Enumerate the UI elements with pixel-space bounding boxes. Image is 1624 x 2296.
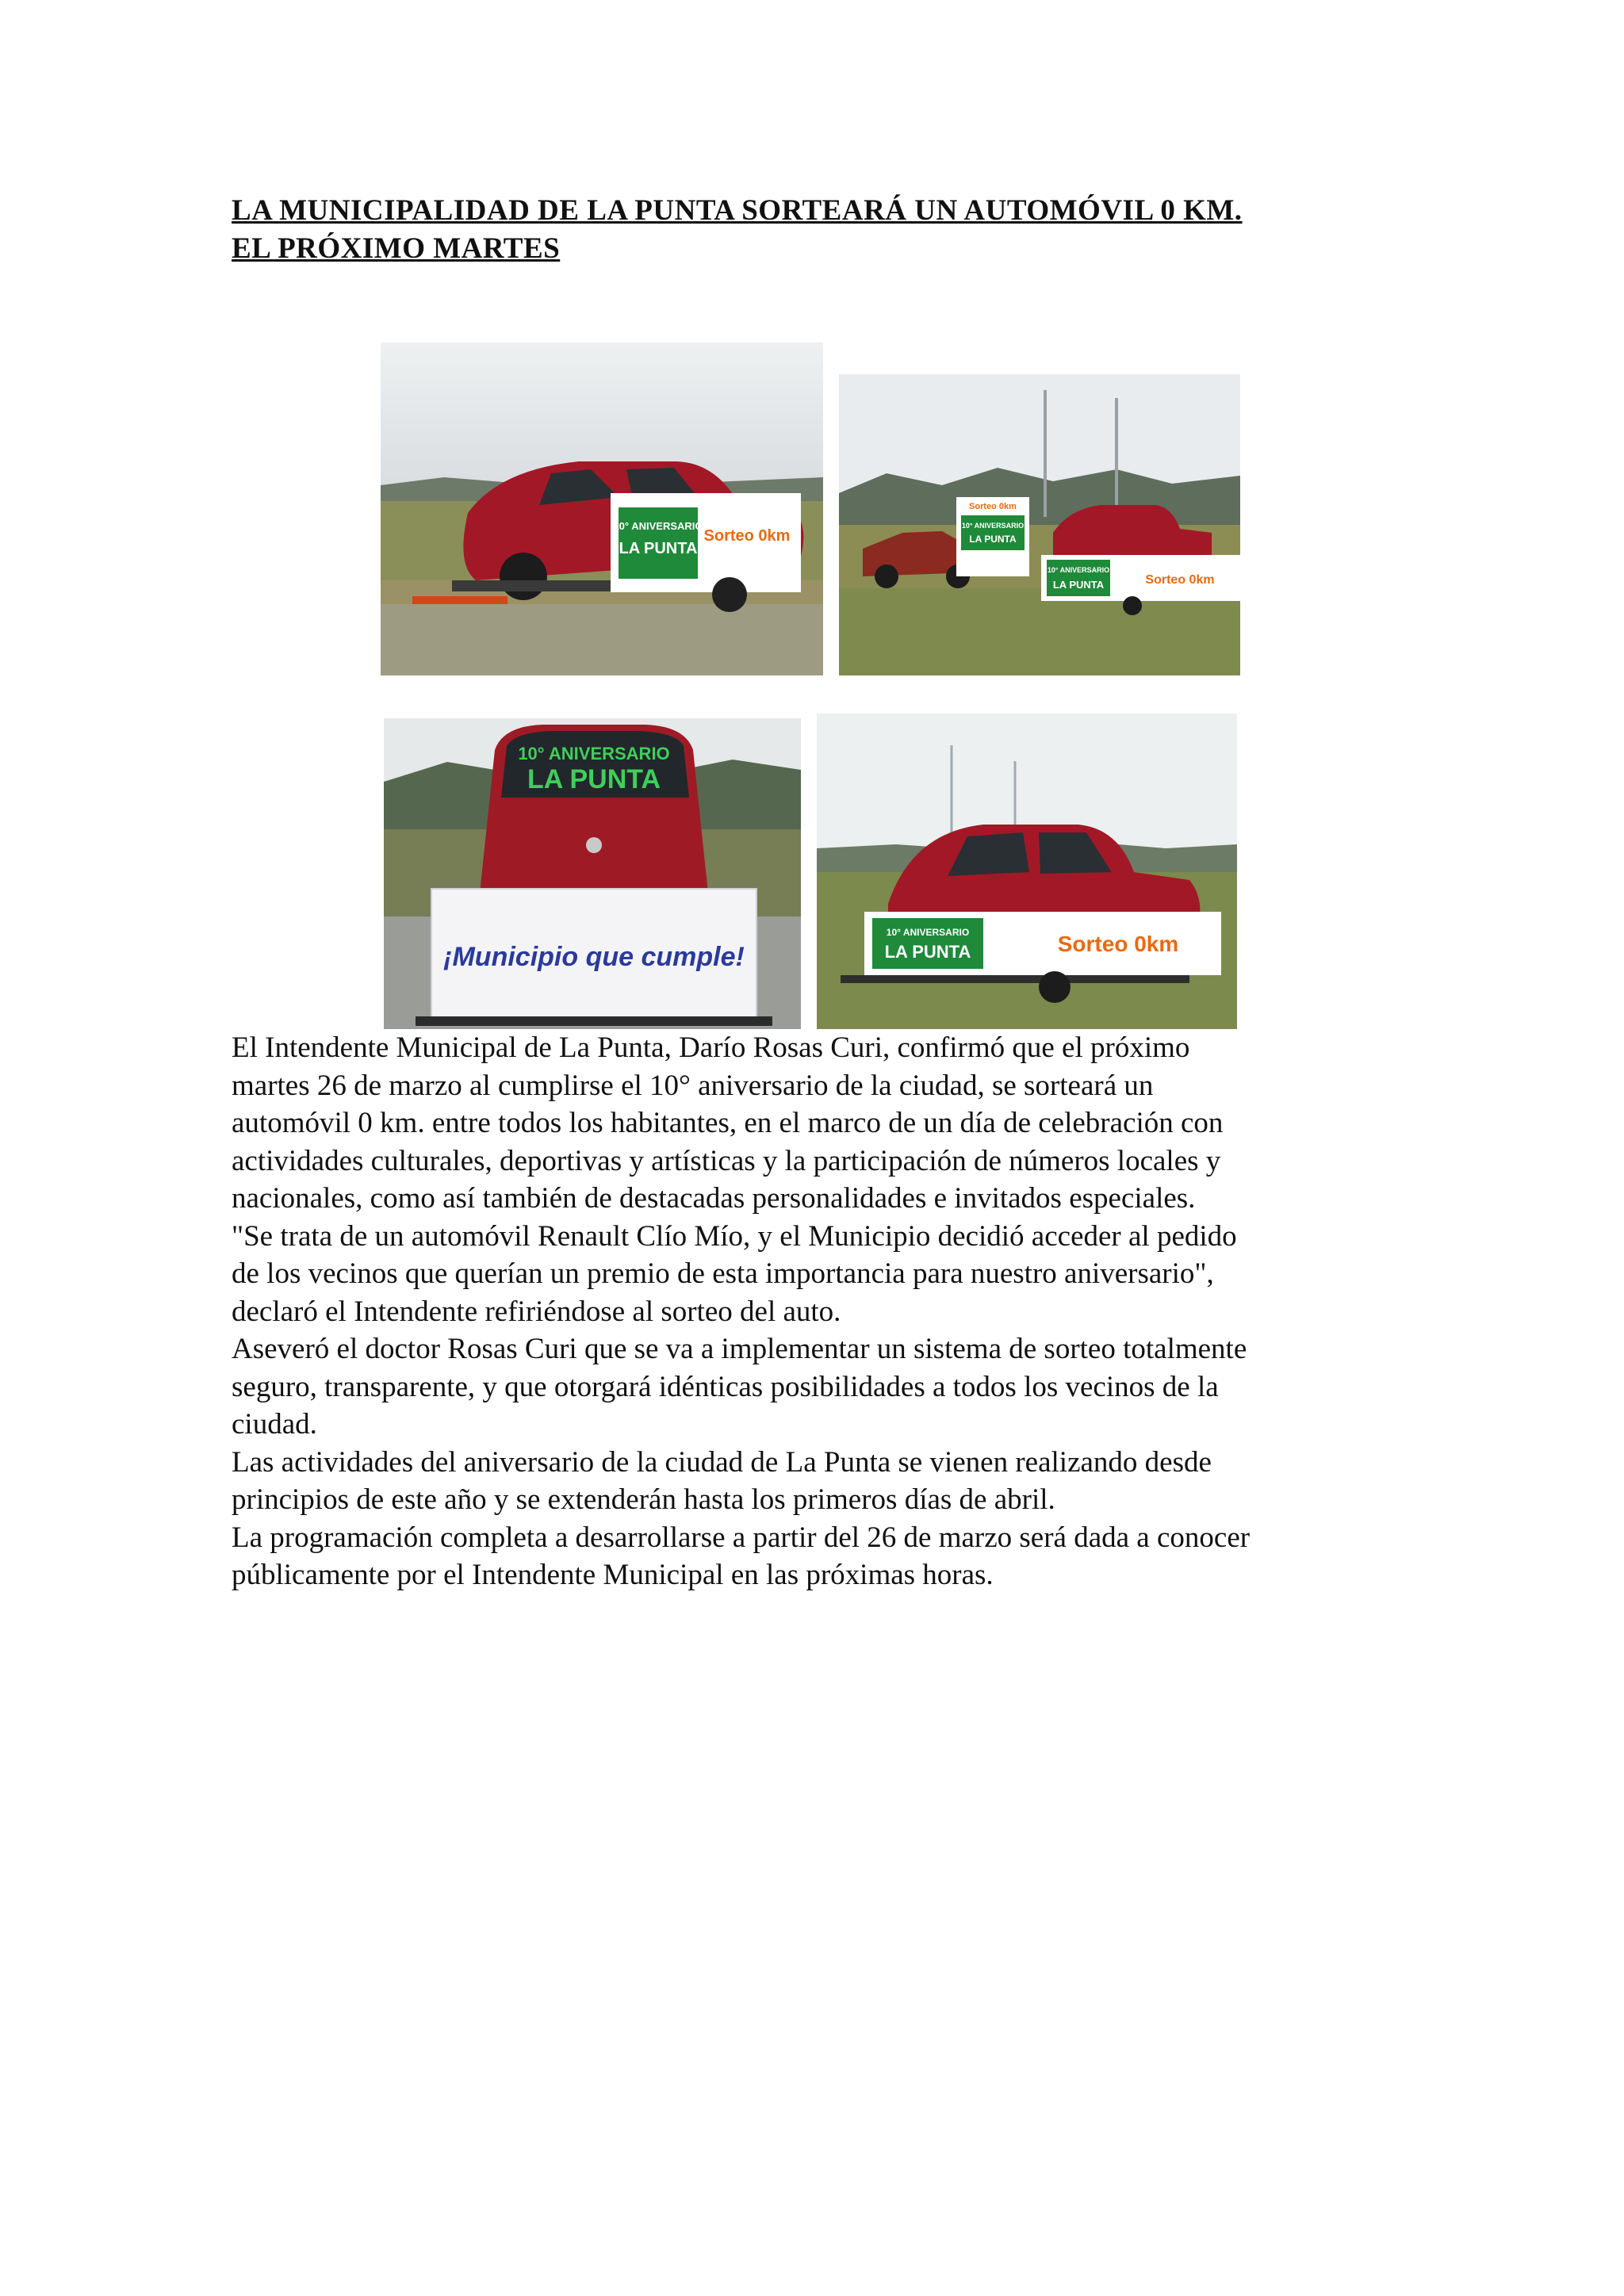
sign-anniversary-small: 10° ANIVERSARIO xyxy=(613,520,703,532)
body-line: martes 26 de marzo al cumplirse el 10° aniversario de la ciudad, se sorteará un xyxy=(232,1069,1154,1102)
body-line: seguro, transparente, y que otorgará idénticas posibilidades a todos los vecinos de la xyxy=(232,1370,1219,1403)
body-line: públicamente por el Intendente Municipal en las próximas horas. xyxy=(232,1559,994,1591)
article-title xyxy=(232,192,1389,268)
title-line-1: LA MUNICIPALIDAD DE LA PUNTA SORTEARÁ UN AUTOMÓVIL 0 KM. xyxy=(232,194,1243,227)
body-line: "Se trata de un automóvil Renault Clío Mío, y el Municipio decidió acceder al pedido xyxy=(232,1219,1237,1253)
title-line-2: EL PRÓXIMO MARTES xyxy=(232,232,561,265)
body-line: ciudad. xyxy=(232,1408,317,1441)
sign-side-la-punta: LA PUNTA xyxy=(1052,579,1105,591)
sign4-anniversary: 10° ANIVERSARIO xyxy=(886,927,970,938)
sign4-sorteo: Sorteo 0km xyxy=(1057,932,1179,956)
board-municipio: ¡Municipio que cumple! xyxy=(443,942,745,972)
photo-car-rear-board xyxy=(384,718,801,1029)
body-line: principios de este año y se extenderán hasta los primeros días de abril. xyxy=(232,1483,1055,1516)
body-line: actividades culturales, deportivas y artísticas y la participación de números locales y xyxy=(232,1144,1221,1177)
photo-truck-towing-trailer xyxy=(839,374,1240,675)
body-line: de los vecinos que querían un premio de esta importancia para nuestro aniversario", xyxy=(232,1257,1214,1290)
photo-car-trailer-side-2 xyxy=(817,714,1237,1029)
article-body xyxy=(232,1029,1397,1594)
sign-front-anniversary: 10° ANIVERSARIO xyxy=(961,522,1025,530)
sign-side-sorteo: Sorteo 0km xyxy=(1145,573,1215,587)
window-anniversary: 10° ANIVERSARIO xyxy=(518,744,670,763)
window-la-punta: LA PUNTA xyxy=(527,764,661,794)
body-line: declaró el Intendente refiriéndose al sorteo del auto. xyxy=(232,1295,841,1328)
body-line: nacionales, como así también de destacadas personalidades e invitados especiales. xyxy=(232,1182,1196,1215)
sign-front-sorteo: Sorteo 0km xyxy=(969,502,1017,511)
sign-sorteo: Sorteo 0km xyxy=(703,527,791,545)
body-line: automóvil 0 km. entre todos los habitantes, en el marco de un día de celebración con xyxy=(232,1107,1224,1139)
sign-side-anniversary: 10° ANIVERSARIO xyxy=(1047,566,1110,574)
body-line: Aseveró el doctor Rosas Curi que se va a implementar un sistema de sorteo totalmente xyxy=(232,1333,1247,1365)
body-line: El Intendente Municipal de La Punta, Darío Rosas Curi, confirmó que el próximo xyxy=(232,1031,1190,1064)
photo-car-on-trailer-side xyxy=(381,342,823,675)
body-line: La programación completa a desarrollarse a partir del 26 de marzo será dada a conocer xyxy=(232,1521,1251,1554)
sign4-la-punta: LA PUNTA xyxy=(884,942,971,962)
sign-la-punta: LA PUNTA xyxy=(619,540,698,557)
body-line: Las actividades del aniversario de la ciudad de La Punta se vienen realizando desde xyxy=(232,1445,1212,1479)
sign-front-la-punta: LA PUNTA xyxy=(969,534,1017,545)
article-paragraph xyxy=(232,1029,1397,1594)
